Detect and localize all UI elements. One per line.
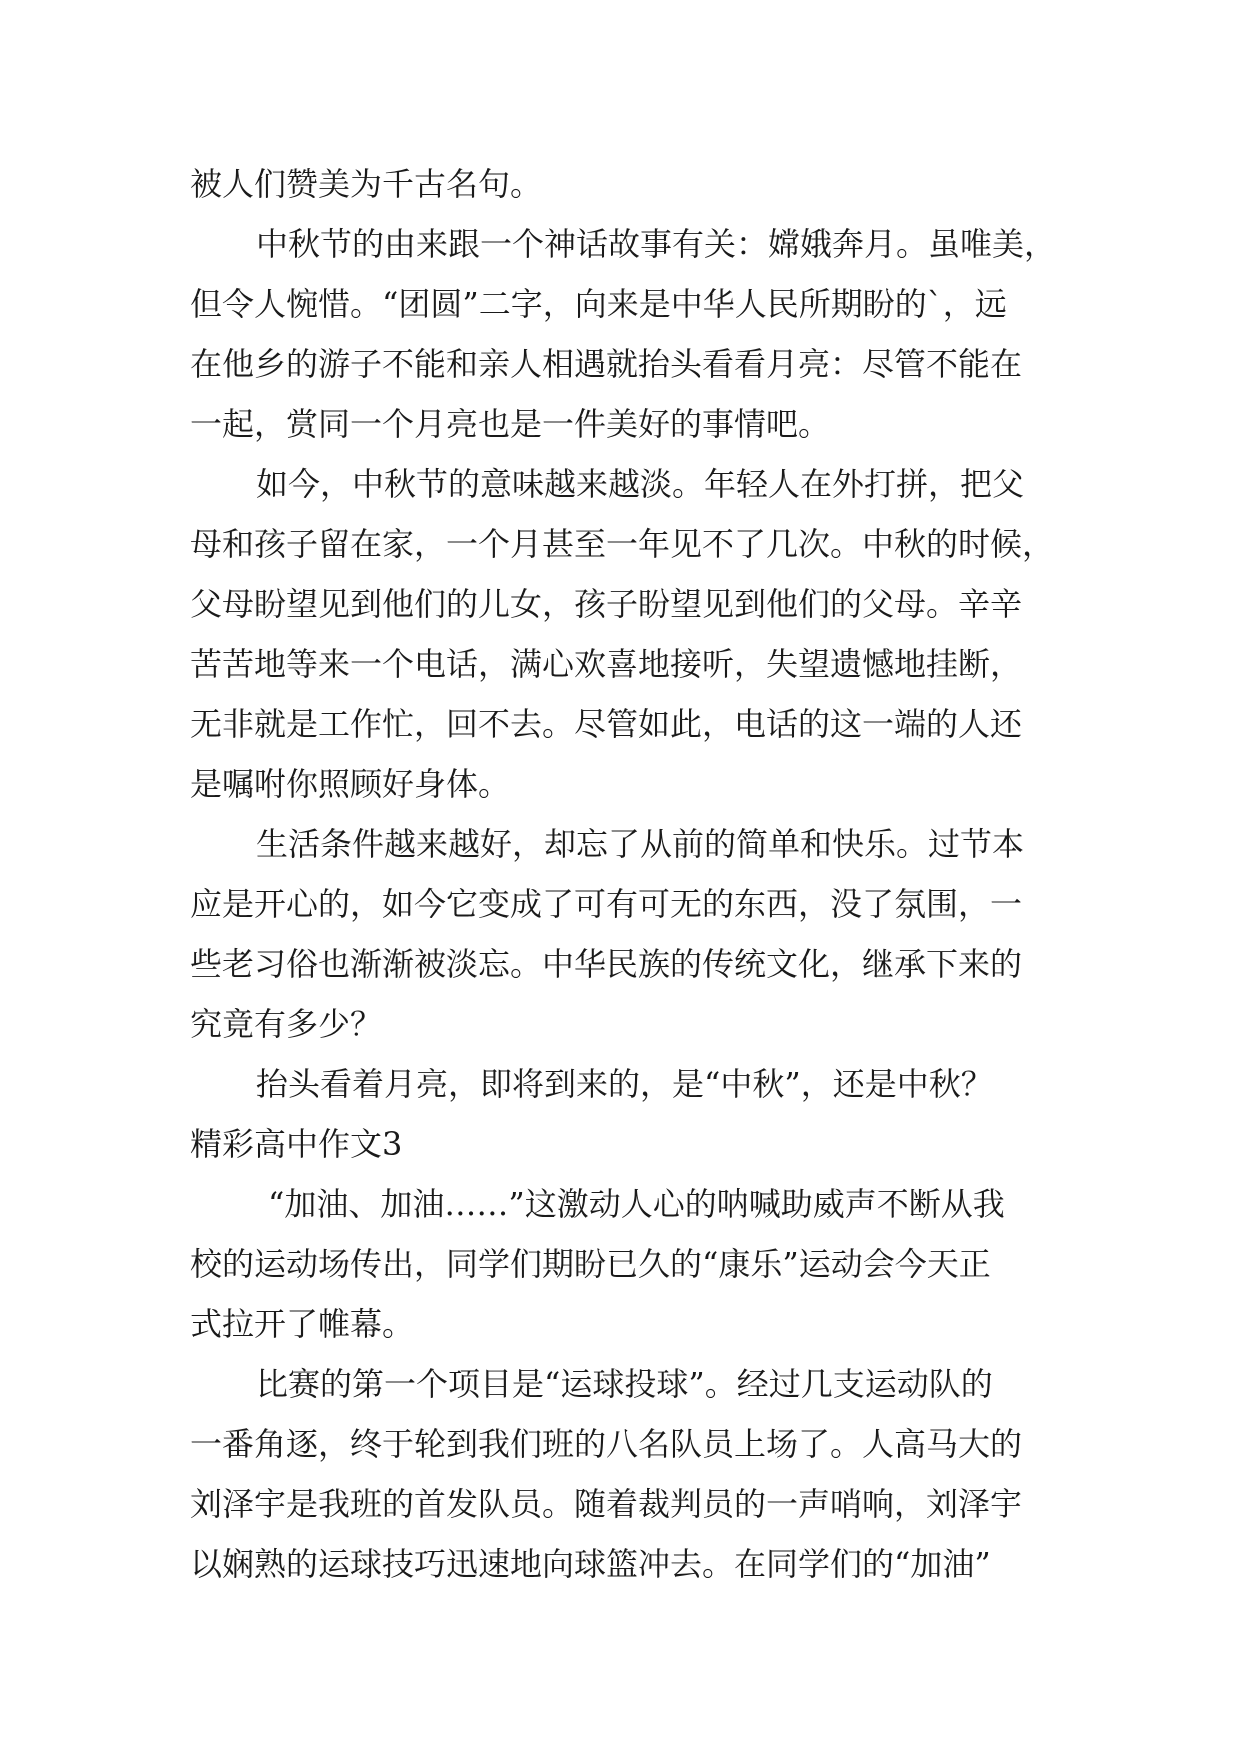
text-line: 式拉开了帷幕。 (190, 1305, 415, 1343)
text-line: 一番角逐，终于轮到我们班的八名队员上场了。人高马大的 (190, 1425, 1023, 1463)
paragraph-first-line: 抬头看着月亮，即将到来的，是“中秋”，还是中秋？ (256, 1065, 993, 1103)
text-line: 苦苦地等来一个电话，满心欢喜地接听，失望遗憾地挂断， (190, 645, 1023, 683)
text-line: 在他乡的游子不能和亲人相遇就抬头看看月亮：尽管不能在 (190, 345, 1023, 383)
text-line: 以娴熟的运球技巧迅速地向球篮冲去。在同学们的“加油” (190, 1545, 991, 1583)
text-line: 母和孩子留在家，一个月甚至一年见不了几次。中秋的时候， (190, 525, 1055, 563)
paragraph-first-line: 比赛的第一个项目是“运球投球”。经过几支运动队的 (256, 1365, 993, 1403)
text-line: 一起，赏同一个月亮也是一件美好的事情吧。 (190, 405, 831, 443)
paragraph-first-line: “加油、加油……”这激动人心的呐喊助威声不断从我 (268, 1185, 1005, 1223)
text-line: 是嘱咐你照顾好身体。 (190, 765, 511, 803)
text-line: 究竟有多少？ (190, 1005, 383, 1043)
paragraph-first-line: 如今，中秋节的意味越来越淡。年轻人在外打拼，把父 (256, 465, 1025, 503)
text-line: 被人们赞美为千古名句。 (190, 165, 543, 203)
section-heading: 精彩高中作文3 (190, 1125, 403, 1163)
text-line: 刘泽宇是我班的首发队员。随着裁判员的一声哨响，刘泽宇 (190, 1485, 1023, 1523)
text-line: 应是开心的，如今它变成了可有可无的东西，没了氛围，一 (190, 885, 1023, 923)
text-line: 但令人惋惜。“团圆”二字，向来是中华人民所期盼的`，远 (190, 285, 1007, 323)
paragraph-first-line: 生活条件越来越好，却忘了从前的简单和快乐。过节本 (256, 825, 1025, 863)
text-line: 父母盼望见到他们的儿女，孩子盼望见到他们的父母。辛辛 (190, 585, 1023, 623)
text-line: 些老习俗也渐渐被淡忘。中华民族的传统文化，继承下来的 (190, 945, 1023, 983)
text-line: 校的运动场传出，同学们期盼已久的“康乐”运动会今天正 (190, 1245, 991, 1283)
text-line: 无非就是工作忙，回不去。尽管如此，电话的这一端的人还 (190, 705, 1023, 743)
paragraph-first-line: 中秋节的由来跟一个神话故事有关：嫦娥奔月。虽唯美， (256, 225, 1057, 263)
